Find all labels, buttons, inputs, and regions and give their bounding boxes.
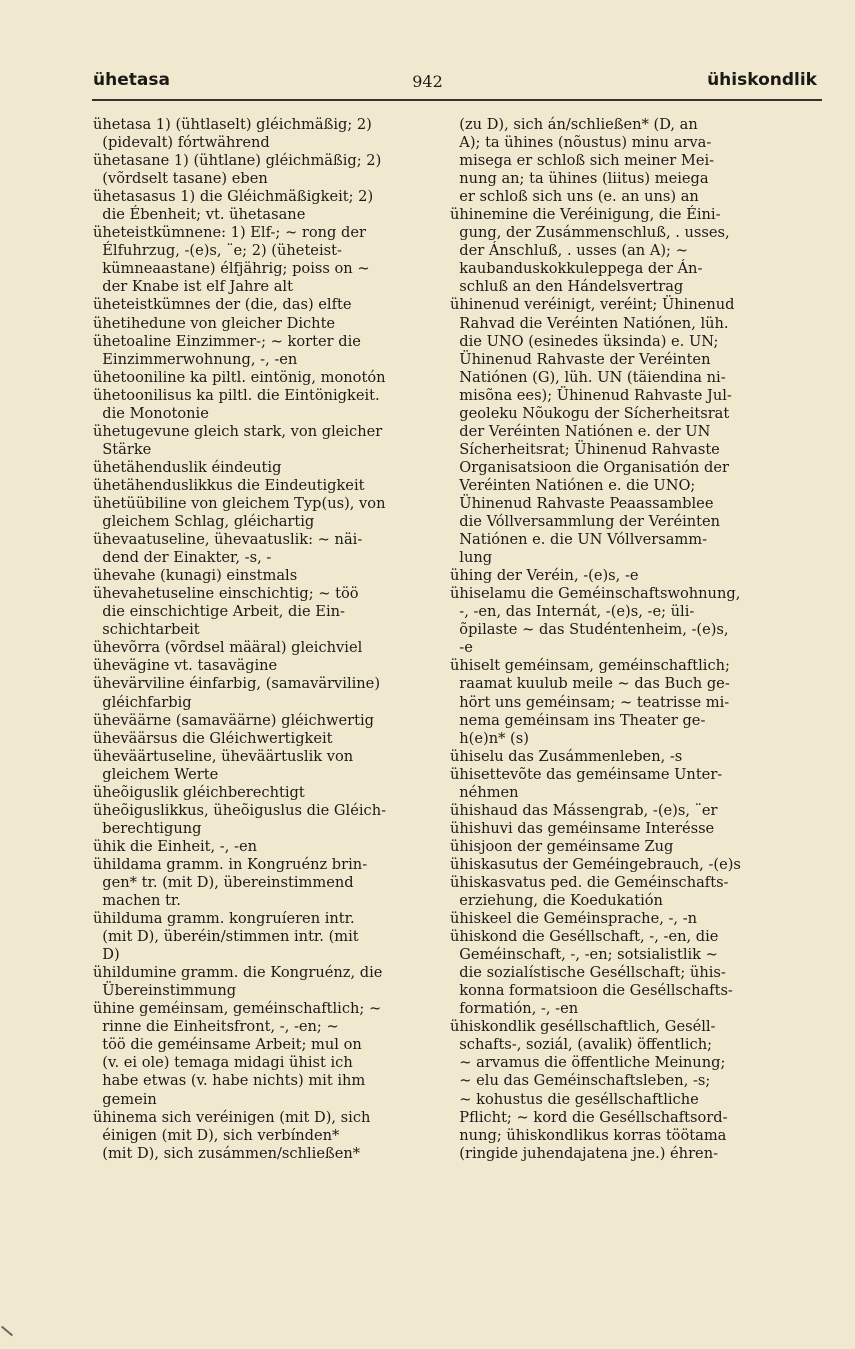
- page-edge-mark: [1, 1326, 13, 1337]
- entry-line: dend der Einakter, -s, -: [93, 549, 272, 567]
- entry-line: (ringide juhendajatena jne.) éhren-: [450, 1144, 719, 1162]
- entry-line: ühetähenduslik éindeutig: [93, 458, 282, 476]
- entry-line: õpilaste ~ das Studéntenheim, -(e)s,: [450, 621, 729, 639]
- entry-line: ühevahetuseline einschichtig; ~ töö: [93, 585, 359, 603]
- entry-line: ühildumine gramm. die Kongruénz, die: [93, 964, 383, 982]
- entry-line: gléichfarbig: [93, 693, 192, 711]
- entry-line: ühetooniline ka piltl. eintönig, monotón: [93, 368, 386, 386]
- entry-line: raamat kuulub meile ~ das Buch ge-: [450, 675, 730, 693]
- entry-line: ühisjoon der geméinsame Zug: [450, 837, 674, 855]
- entry-line: die einschichtige Arbeit, die Ein-: [93, 603, 345, 621]
- entry-line: ühevahe (kunagi) einstmals: [93, 567, 298, 585]
- entry-line: Ühinenud Rahvaste der Veréinten: [450, 350, 711, 368]
- entry-line: (v. ei ole) temaga midagi ühist ich: [93, 1054, 353, 1072]
- entry-line: gleichem Schlag, gléichartig: [93, 513, 315, 531]
- entry-line: h(e)n* (s): [450, 729, 529, 747]
- entry-line: ühevõrra (võrdsel määral) gleichviel: [93, 639, 363, 657]
- entry-line: ühiselu das Zusámmenleben, -s: [450, 747, 683, 765]
- entry-line: üheteistkümnene: 1) Elf-; ~ rong der: [93, 224, 366, 242]
- entry-line: -, -en, das Internát, -(e)s, -e; üli-: [450, 603, 695, 621]
- entry-line: gung, der Zusámmenschluß, . usses,: [450, 224, 730, 242]
- entry-line: A); ta ühines (nõustus) minu arva-: [450, 134, 712, 152]
- entry-line: kümneaastane) élfjährig; poiss on ~: [93, 260, 370, 278]
- entry-line: schafts-, soziál, (avalik) öffentlich;: [450, 1036, 713, 1054]
- entry-line: ühine geméinsam, geméinschaftlich; ~: [93, 1000, 382, 1018]
- entry-line: (mit D), sich zusámmen/schließen*: [93, 1144, 361, 1162]
- entry-line: ühiskond die Geséllschaft, -, -en, die: [450, 928, 719, 946]
- entry-line: ühiskasutus der Geméingebrauch, -(e)s: [450, 855, 741, 873]
- entry-line: der Ánschluß, . usses (an A); ~: [450, 242, 688, 260]
- entry-line: Natiónen (G), lüh. UN (täiendina ni-: [450, 368, 726, 386]
- entry-line: habe etwas (v. habe nichts) mit ihm: [93, 1072, 366, 1090]
- entry-line: ühetüübiline von gleichem Typ(us), von: [93, 494, 386, 512]
- entry-line: ühinemine die Veréinigung, die Éini-: [450, 206, 721, 224]
- entry-line: der Veréinten Natiónen e. der UN: [450, 422, 711, 440]
- entry-line: (zu D), sich án/schließen* (D, an: [450, 116, 698, 133]
- entry-line: gemein: [93, 1090, 157, 1108]
- entry-line: ühiskondlik geséllschaftlich, Geséll-: [450, 1018, 716, 1036]
- entry-line: ühishaud das Mássengrab, -(e)s, ¨er: [450, 801, 718, 819]
- entry-line: Geméinschaft, -, -en; sotsialistlik ~: [450, 946, 718, 964]
- entry-line: nung an; ta ühines (liitus) meiega: [450, 170, 709, 188]
- entry-line: Natiónen e. die UN Vóllversamm-: [450, 531, 708, 549]
- entry-line: ühildama gramm. in Kongruénz brin-: [93, 855, 368, 873]
- entry-line: gleichem Werte: [93, 765, 219, 783]
- entry-line: die Vóllversammlung der Veréinten: [450, 513, 721, 531]
- entry-line: ühevaatuseline, ühevaatuslik: ~ näi-: [93, 531, 363, 549]
- entry-line: ühiskeel die Geméinsprache, -, -n: [450, 910, 698, 928]
- entry-line: (pidevalt) fórtwährend: [93, 134, 270, 152]
- entry-line: ühik die Einheit, -, -en: [93, 837, 257, 855]
- entry-line: ühetihedune von gleicher Dichte: [93, 314, 336, 332]
- entry-line: ühetähenduslikkus die Eindeutigkeit: [93, 476, 365, 494]
- entry-line: die Monotonie: [93, 404, 209, 422]
- entry-line: schluß an den Hándelsvertrag: [450, 278, 684, 296]
- entry-line: Rahvad die Veréinten Natiónen, lüh.: [450, 314, 729, 332]
- entry-line: ühisettevõte das geméinsame Unter-: [450, 765, 723, 783]
- entry-line: hört uns geméinsam; ~ teatrisse mi-: [450, 693, 730, 711]
- entry-line: ühiselt geméinsam, geméinschaftlich;: [450, 657, 730, 675]
- entry-line: Veréinten Natiónen e. die UNO;: [450, 476, 696, 494]
- entry-line: -e: [450, 639, 473, 657]
- entry-line: er schloß sich uns (e. an uns) an: [450, 188, 699, 206]
- entry-line: Sícherheitsrat; Ühinenud Rahvaste: [450, 440, 720, 458]
- entry-line: ~ elu das Geméinschaftsleben, -s;: [450, 1072, 711, 1090]
- right-column: [450, 116, 845, 1163]
- entry-line: üheteistkümnes der (die, das) elfte: [93, 296, 352, 314]
- entry-line: ühiselamu die Geméinschaftswohnung,: [450, 585, 741, 603]
- entry-line: formatión, -, -en: [450, 1000, 579, 1018]
- entry-line: ühetoonilisus ka piltl. die Eintönigkeit.: [93, 386, 380, 404]
- entry-line: Einzimmerwohnung, -, -en: [93, 350, 298, 368]
- entry-line: D): [93, 946, 120, 964]
- entry-line: ühishuvi das geméinsame Interésse: [450, 819, 715, 837]
- entry-line: néhmen: [450, 783, 519, 801]
- entry-line: üheõiguslikkus, üheõiguslus die Gléich-: [93, 801, 387, 819]
- entry-line: ühing der Veréin, -(e)s, -e: [450, 567, 639, 585]
- entry-line: rinne die Einheitsfront, -, -en; ~: [93, 1018, 339, 1036]
- entry-line: nema geméinsam ins Theater ge-: [450, 711, 706, 729]
- entry-line: töö die geméinsame Arbeit; mul on: [93, 1036, 362, 1054]
- entry-line: ~ kohustus die geséllschaftliche: [450, 1090, 699, 1108]
- entry-line: misega er schloß sich meiner Mei-: [450, 152, 715, 170]
- entry-line: die UNO (esinedes üksinda) e. UN;: [450, 332, 719, 350]
- entry-line: Ühinenud Rahvaste Peaassamblee: [450, 494, 714, 512]
- entry-line: ühilduma gramm. kongruíeren intr.: [93, 910, 355, 928]
- entry-line: nung; ühiskondlikus korras töötama: [450, 1126, 727, 1144]
- entry-line: gen* tr. (mit D), übereinstimmend: [93, 873, 354, 891]
- entry-line: schichtarbeit: [93, 621, 200, 639]
- entry-line: Übereinstimmung: [93, 982, 237, 1000]
- entry-line: ühevägine vt. tasavägine: [93, 657, 278, 675]
- entry-line: ühiskasvatus ped. die Geméinschafts-: [450, 873, 729, 891]
- entry-line: ühevärviline éinfarbig, (samavärviline): [93, 675, 381, 693]
- entry-line: üheõiguslik gléichberechtigt: [93, 783, 305, 801]
- entry-line: ühetoaline Einzimmer-; ~ korter die: [93, 332, 361, 350]
- entry-line: ühetugevune gleich stark, von gleicher: [93, 422, 383, 440]
- entry-line: ühinema sich veréinigen (mit D), sich: [93, 1108, 371, 1126]
- entry-line: Stärke: [93, 440, 152, 458]
- entry-line: berechtigung: [93, 819, 202, 837]
- entry-line: die sozialístische Geséllschaft; ühis-: [450, 964, 726, 982]
- entry-line: Organisatsioon die Organisatión der: [450, 458, 729, 476]
- entry-line: üheväärsus die Gléichwertigkeit: [93, 729, 333, 747]
- entry-line: (mit D), überéin/stimmen intr. (mit: [93, 928, 359, 946]
- entry-line: die Ébenheit; vt. ühetasane: [93, 206, 306, 224]
- left-column: [93, 116, 433, 1163]
- header-right-guide-word: ühiskondlik: [707, 70, 817, 90]
- entry-line: üheväärtuseline, üheväärtuslik von: [93, 747, 354, 765]
- entry-line: ~ arvamus die öffentliche Meinung;: [450, 1054, 726, 1072]
- entry-line: geoleku Nõukogu der Sícherheitsrat: [450, 404, 730, 422]
- entry-line: erziehung, die Koedukatión: [450, 892, 663, 910]
- entry-line: kaubanduskokkuleppega der Án-: [450, 260, 703, 278]
- page-number: 942: [412, 72, 443, 91]
- entry-line: Élfuhrzug, -(e)s, ¨e; 2) (üheteist-: [93, 242, 342, 260]
- header-left-guide-word: ühetasa: [93, 70, 170, 90]
- header-rule: [92, 99, 822, 101]
- entry-line: lung: [450, 549, 493, 567]
- entry-line: konna formatsioon die Geséllschafts-: [450, 982, 733, 1000]
- entry-line: Pflicht; ~ kord die Geséllschaftsord-: [450, 1108, 728, 1126]
- entry-line: üheväärne (samaväärne) gléichwertig: [93, 711, 375, 729]
- entry-line: ühetasane 1) (ühtlane) gléichmäßig; 2): [93, 152, 382, 170]
- entry-line: éinigen (mit D), sich verbínden*: [93, 1126, 340, 1144]
- entry-line: ühetasa 1) (ühtlaselt) gléichmäßig; 2): [93, 116, 372, 133]
- entry-line: ühetasasus 1) die Gléichmäßigkeit; 2): [93, 188, 374, 206]
- entry-line: der Knabe ist elf Jahre alt: [93, 278, 293, 296]
- entry-line: machen tr.: [93, 892, 181, 910]
- entry-line: (võrdselt tasane) eben: [93, 170, 268, 188]
- entry-line: ühinenud veréinigt, veréint; Ühinenud: [450, 296, 735, 314]
- entry-line: misõna ees); Ühinenud Rahvaste Jul-: [450, 386, 732, 404]
